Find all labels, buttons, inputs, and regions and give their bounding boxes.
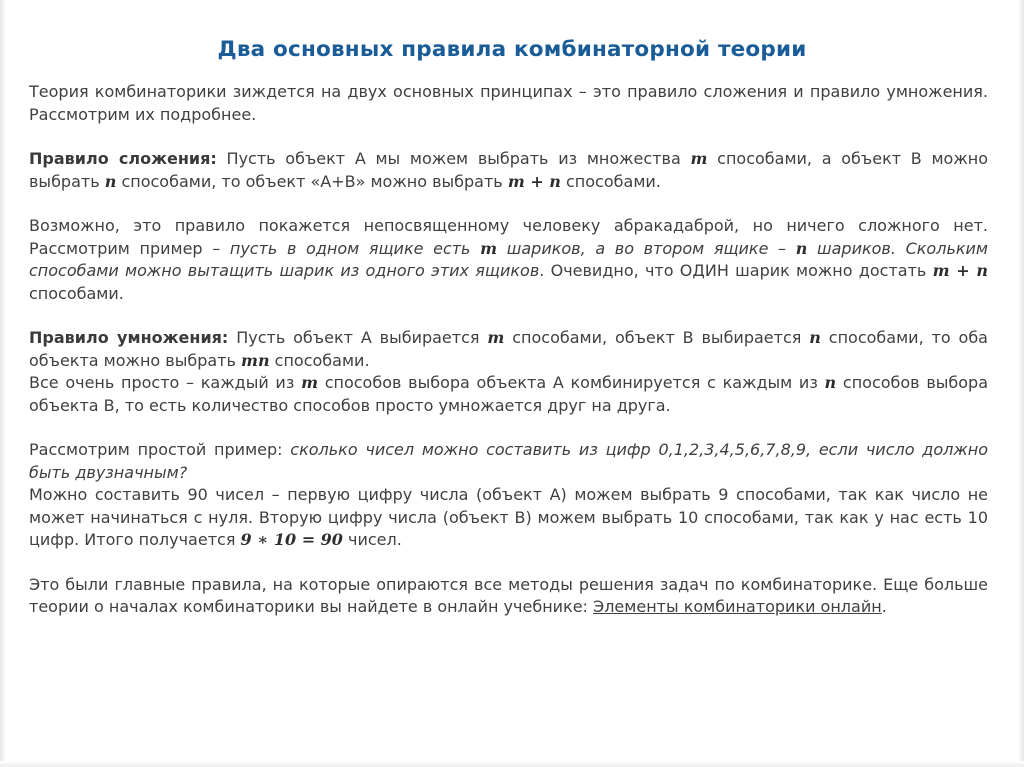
- math-m-plus-n: m + n: [932, 261, 989, 280]
- solution-paragraph: [29, 484, 988, 552]
- example-text: Рассмотрим простой пример:: [29, 440, 291, 459]
- math-mn: mn: [241, 350, 270, 370]
- addition-example-italic: шариков, а во втором ящике –: [497, 238, 796, 258]
- math-n: n: [795, 238, 808, 258]
- math-n: n: [824, 373, 837, 392]
- addition-rule-text: Пусть объект А мы можем выбрать из множества: [216, 149, 691, 168]
- multiplication-rule-paragraph: [29, 327, 988, 372]
- conclusion-text: Это были главные правила, на которые опираются все методы решения задач по комбинаторике. Еще больше теории о началах комбинаторики вы найдете в онлайн учебнике:: [29, 574, 988, 616]
- multiplication-rule-text: Пусть объект А выбирается: [228, 328, 488, 347]
- multiplication-explain-text: способов выбора объекта В, то есть количество способов просто умножается друг на друга.: [29, 373, 989, 415]
- example-paragraph: [29, 439, 988, 484]
- slide-frame-right: [1018, 0, 1024, 767]
- addition-rule-label: Правило сложения:: [29, 149, 217, 168]
- addition-example-text: Возможно, это правило покажется непосвященному человеку абракадаброй, но ничего сложного нет. Рассмотрим пример –: [29, 216, 988, 258]
- addition-example-paragraph: [29, 215, 988, 305]
- addition-rule-paragraph: [29, 148, 988, 193]
- math-m: m: [480, 238, 498, 258]
- page-title: Два основных правила комбинаторной теории: [217, 37, 807, 62]
- slide-frame-left: [0, 0, 6, 767]
- slide-frame-bottom: [0, 761, 1024, 767]
- math-n: n: [809, 328, 821, 347]
- addition-rule-text: способами.: [560, 171, 661, 191]
- textbook-link[interactable]: Элементы комбинаторики онлайн: [593, 597, 882, 616]
- math-m-plus-n: m + n: [507, 171, 561, 191]
- example-question: сколько чисел можно составить из цифр 0,1,2,3,4,5,6,7,8,9, если число должно быть двузначным?: [29, 440, 988, 482]
- addition-example-text: . Очевидно, что ОДИН шарик можно достать: [539, 261, 933, 280]
- multiplication-rule-text: способами.: [269, 350, 370, 370]
- intro-paragraph: Теория комбинаторики зиждется на двух основных принципах – это правило сложения и правило умножения. Рассмотрим их подробнее.: [29, 82, 988, 124]
- multiplication-explain-text: способов выбора объекта А комбинируется с каждым из: [318, 373, 825, 392]
- addition-example-text: способами.: [29, 283, 124, 303]
- math-m: m: [690, 149, 708, 168]
- addition-example-italic: пусть в одном ящике есть: [229, 238, 481, 258]
- addition-rule-text: способами, то объект «А+В» можно выбрать: [116, 171, 508, 191]
- conclusion-paragraph: [29, 574, 988, 619]
- solution-text: чисел.: [342, 530, 402, 549]
- math-m: m: [487, 328, 505, 347]
- slide-content: [29, 81, 988, 641]
- math-m: m: [301, 373, 318, 392]
- multiplication-rule-text: способами, объект В выбирается: [504, 328, 810, 347]
- math-n: n: [104, 171, 117, 191]
- addition-rule-text: способами, а объект В можно выбрать: [29, 149, 988, 191]
- multiplication-explain-text: Все очень просто – каждый из: [29, 373, 302, 392]
- multiplication-rule-text: способами, то оба объекта можно выбрать: [29, 328, 988, 370]
- addition-example-italic: шариков. Скольким способами можно вытащить шарик из одного этих ящиков: [29, 238, 989, 280]
- conclusion-text: .: [881, 597, 887, 616]
- math-formula: 9 ∗ 10 = 90: [240, 530, 343, 549]
- multiplication-explain-paragraph: [29, 372, 988, 417]
- solution-text: Можно составить 90 чисел – первую цифру числа (объект А) можем выбрать 9 способами, так как число не может начинаться с нуля. Вторую цифру числа (объект В) можем выбрать 10 способами, так как у нас есть 10 цифр. Итого получается: [29, 485, 988, 549]
- multiplication-rule-label: Правило умножения:: [29, 328, 229, 347]
